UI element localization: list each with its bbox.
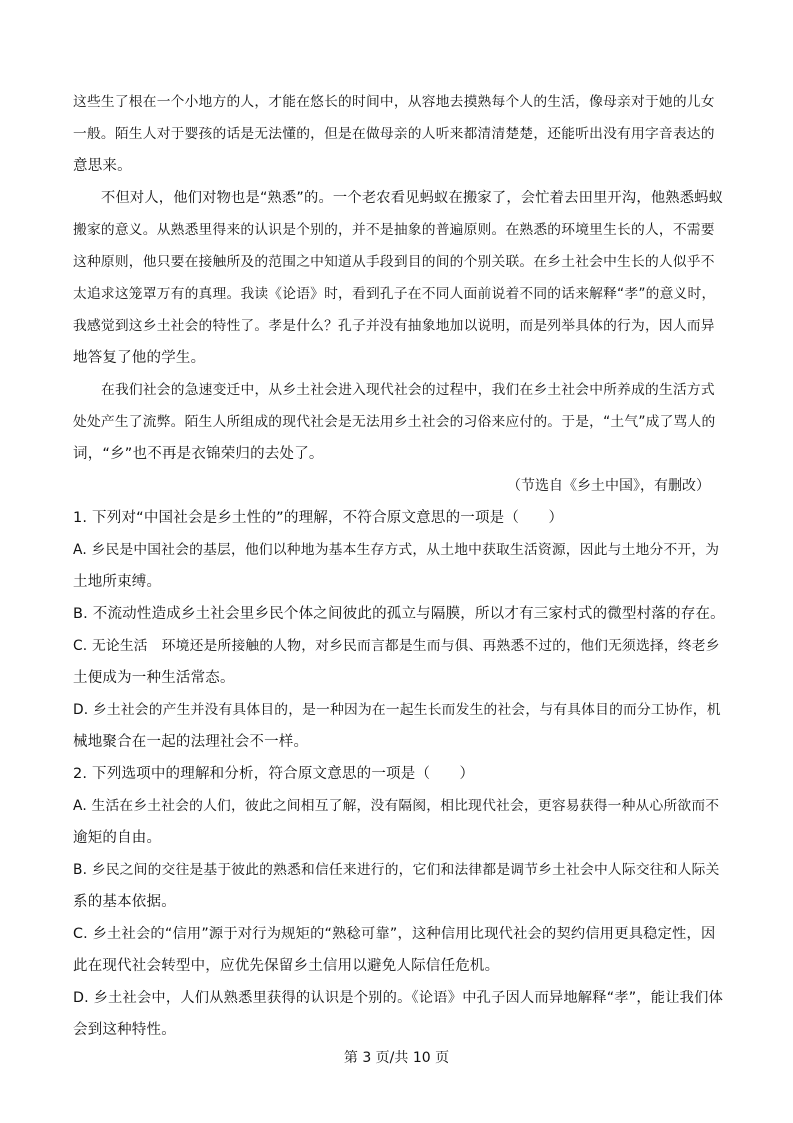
question-stem: 1. 下列对“中国社会是乡土性的”的理解，不符合原文意思的一项是（ ）	[73, 510, 564, 526]
option-c-continued: 土便成为一种生活常态。	[73, 670, 235, 686]
passage-line: 搬家的意义。从熟悉里得来的认识是个别的，并不是抽象的普遍原则。在熟悉的环境里生长的人，不需要	[73, 222, 715, 238]
passage-line: 在我们社会的急速变迁中，从乡土社会进入现代社会的过程中，我们在乡土社会中所养成的生活方式	[101, 382, 715, 398]
passage-source: （节选自《乡土中国》，有删改）	[507, 478, 710, 494]
option-d: D. 乡土社会的产生并没有具体目的，是一种因为在一起生长而发生的社会，与有具体目的而分工协作，机	[73, 702, 721, 718]
passage-line: 地答复了他的学生。	[73, 350, 206, 366]
option-d: D. 乡土社会中，人们从熟悉里获得的认识是个别的。《论语》中孔子因人而异地解释“孝”，能让我们体	[73, 990, 724, 1006]
option-d-continued: 械地聚合在一起的法理社会不一样。	[73, 734, 309, 750]
option-c: C. 乡土社会的“信用”源于对行为规矩的“熟稔可靠”，这种信用比现代社会的契约信用更具稳定性，因	[73, 926, 716, 942]
passage-line: 词，“乡”也不再是衣锦荣归的去处了。	[73, 446, 324, 462]
page-number: 第 3 页/共 10 页	[343, 1050, 450, 1066]
option-c: C. 无论生活 环境还是所接触的人物，对乡民而言都是生而与俱、再熟悉不过的，他们无须选择，终老乡	[73, 638, 720, 654]
question-stem: 2. 下列选项中的理解和分析，符合原文意思的一项是（ ）	[73, 766, 475, 782]
option-c-continued: 此在现代社会转型中，应优先保留乡土信用以避免人际信任危机。	[73, 958, 500, 974]
option-b: B. 乡民之间的交往是基于彼此的熟悉和信任来进行的，它们和法律都是调节乡土社会中人际交往和人际关	[73, 862, 720, 878]
passage-line: 不但对人，他们对物也是“熟悉”的。一个老农看见蚂蚁在搬家了，会忙着去田里开沟，他熟悉蚂蚁	[101, 190, 724, 206]
passage-line: 太追求这笼罩万有的真理。我读《论语》时，看到孔子在不同人面前说着不同的话来解释“孝”的意义时，	[73, 286, 716, 302]
option-a: A. 生活在乡土社会的人们，彼此之间相互了解，没有隔阂，相比现代社会，更容易获得一种从心所欲而不	[73, 798, 720, 814]
passage-line: 处处产生了流弊。陌生人所组成的现代社会是无法用乡土社会的习俗来应付的。于是，“土气”成了骂人的	[73, 414, 716, 430]
passage-line: 我感觉到这乡土社会的特性了。孝是什么？孔子并没有抽象地加以说明，而是列举具体的行为，因人而异	[73, 318, 715, 334]
option-b: B. 不流动性造成乡土社会里乡民个体之间彼此的孤立与隔膜，所以才有三家村式的微型村落的存在。	[73, 606, 725, 622]
passage-line: 这些生了根在一个小地方的人，才能在悠长的时间中，从容地去摸熟每个人的生活，像母亲对于她的儿女	[73, 94, 715, 110]
passage-line: 一般。陌生人对于婴孩的话是无法懂的，但是在做母亲的人听来都清清楚楚，还能听出没有用字音表达的	[73, 126, 715, 142]
option-b-continued: 系的基本依据。	[73, 894, 176, 910]
option-d-continued: 会到这种特性。	[73, 1022, 176, 1038]
passage-line: 这种原则，他只要在接触所及的范围之中知道从手段到目的间的个别关联。在乡土社会中生长的人似乎不	[73, 254, 715, 270]
option-a: A. 乡民是中国社会的基层，他们以种地为基本生存方式，从土地中获取生活资源，因此与土地分不开，为	[73, 542, 720, 558]
passage-line: 意思来。	[73, 158, 132, 174]
option-a-continued: 逾矩的自由。	[73, 830, 162, 846]
option-a-continued: 土地所束缚。	[73, 574, 162, 590]
